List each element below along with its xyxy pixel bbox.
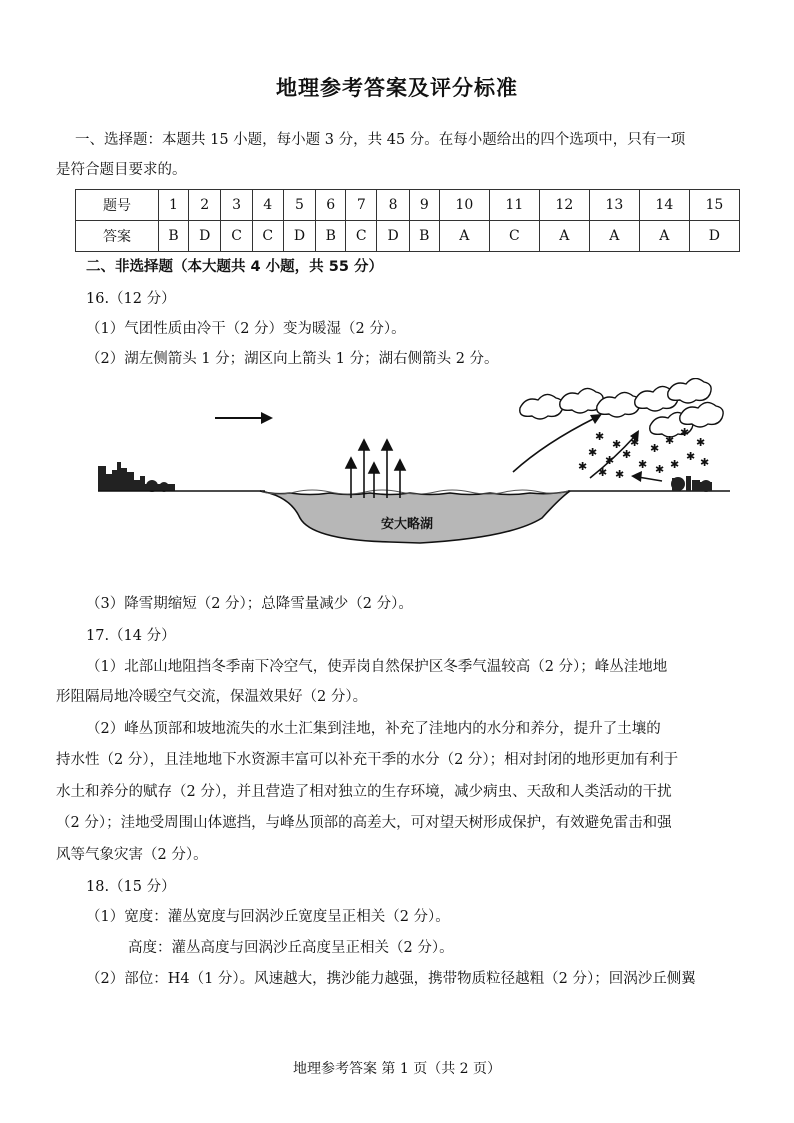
table-cell-answer: B (316, 221, 346, 252)
lake-effect-diagram (90, 378, 740, 568)
table-cell-answer: C (346, 221, 377, 252)
svg-text:✱: ✱ (638, 458, 648, 471)
table-cell-answer: D (189, 221, 221, 252)
svg-text:✱: ✱ (622, 448, 632, 461)
table-cell-number: 2 (189, 190, 221, 221)
section1-intro-line1: 一、选择题：本题共 15 小题，每小题 3 分，共 45 分。在每小题给出的四个选项中，只有一项 (75, 132, 686, 148)
svg-text:✱: ✱ (598, 466, 608, 479)
table-cell-answer: C (489, 221, 539, 252)
q18-line3: （2）部位：H4（1 分）。风速越大，携沙能力越强，携带物质粒径越粗（2 分）；回涡沙丘侧翼 (86, 971, 696, 987)
left-city-silhouette-icon (98, 462, 175, 492)
page-footer: 地理参考答案 第 1 页（共 2 页） (292, 1061, 502, 1077)
svg-text:✱: ✱ (680, 426, 690, 439)
table-cell-answer: A (539, 221, 589, 252)
table-cell-number: 12 (539, 190, 589, 221)
svg-text:✱: ✱ (595, 430, 605, 443)
q17-line1: （1）北部山地阻挡冬季南下冷空气，使弄岗自然保护区冬季气温较高（2 分）；峰丛洼地地 (86, 659, 668, 675)
wind-arrow-icon (215, 412, 273, 424)
clouds-icon (520, 378, 723, 437)
table-row-numbers (76, 190, 740, 221)
table-header-number: 题号 (76, 190, 159, 221)
section1-intro-line2: 是符合题目要求的。 (56, 162, 187, 178)
table-row-answers (76, 221, 740, 252)
table-cell-answer: C (252, 221, 283, 252)
table-cell-number: 8 (377, 190, 409, 221)
q16-part1: （1）气团性质由冷干（2 分）变为暖湿（2 分）。 (86, 321, 406, 337)
table-cell-number: 9 (409, 190, 439, 221)
svg-text:✱: ✱ (578, 460, 588, 473)
table-cell-answer: D (689, 221, 739, 252)
q18-header: 18.（15 分） (86, 879, 176, 895)
q17-line2: 形阻隔局地冷暖空气交流，保温效果好（2 分）。 (56, 689, 368, 705)
snowflakes-icon (578, 426, 709, 481)
svg-text:✱: ✱ (605, 454, 615, 467)
q17-line3: （2）峰丛顶部和坡地流失的水土汇集到洼地，补充了洼地内的水分和养分，提升了土壤的 (86, 721, 661, 737)
section2-heading: 二、非选择题（本大题共 4 小题，共 55 分） (86, 259, 383, 275)
q18-line2: 高度：灌丛高度与回涡沙丘高度呈正相关（2 分）。 (128, 940, 454, 956)
svg-text:✱: ✱ (670, 458, 680, 471)
table-cell-number: 3 (221, 190, 252, 221)
svg-text:✱: ✱ (696, 436, 706, 449)
svg-text:✱: ✱ (650, 442, 660, 455)
svg-text:✱: ✱ (655, 463, 665, 476)
table-cell-number: 6 (316, 190, 346, 221)
svg-text:✱: ✱ (700, 456, 710, 469)
svg-text:✱: ✱ (665, 434, 675, 447)
table-cell-answer: D (377, 221, 409, 252)
q18-line1: （1）宽度：灌丛宽度与回涡沙丘宽度呈正相关（2 分）。 (86, 909, 450, 925)
q17-line5: 水土和养分的赋存（2 分），并且营造了相对独立的生存环境，减少病虫、天敌和人类活动的干扰 (56, 784, 672, 800)
svg-text:✱: ✱ (612, 438, 622, 451)
answer-table (75, 189, 740, 252)
q17-header: 17.（14 分） (86, 628, 176, 644)
table-cell-number: 4 (252, 190, 283, 221)
q17-line6: （2 分）；洼地受周围山体遮挡，与峰丛顶部的高差大，可对望天树形成保护，有效避免雷击和强 (56, 815, 672, 831)
svg-text:✱: ✱ (615, 468, 625, 481)
table-cell-number: 1 (159, 190, 189, 221)
table-cell-answer: B (409, 221, 439, 252)
table-cell-answer: C (221, 221, 252, 252)
svg-text:✱: ✱ (630, 436, 640, 449)
table-cell-number: 5 (283, 190, 315, 221)
q16-part3: （3）降雪期缩短（2 分）；总降雪量减少（2 分）。 (86, 596, 413, 612)
q17-line4: 持水性（2 分），且洼地地下水资源丰富可以补充干季的水分（2 分）；相对封闭的地形更加有利于 (56, 752, 679, 768)
table-cell-number: 15 (689, 190, 739, 221)
table-cell-number: 11 (489, 190, 539, 221)
svg-text:✱: ✱ (588, 446, 598, 459)
table-header-answer: 答案 (76, 221, 159, 252)
q17-line7: 风等气象灾害（2 分）。 (56, 847, 208, 863)
upward-arrows-icon (346, 440, 405, 498)
table-cell-answer: A (589, 221, 639, 252)
lake-label: 安大略湖 (380, 517, 434, 532)
table-cell-answer: A (639, 221, 689, 252)
table-cell-answer: A (439, 221, 489, 252)
page-title: 地理参考答案及评分标准 (276, 76, 518, 100)
table-cell-answer: D (283, 221, 315, 252)
table-cell-number: 10 (439, 190, 489, 221)
q16-header: 16.（12 分） (86, 291, 176, 307)
q16-part2: （2）湖左侧箭头 1 分；湖区向上箭头 1 分；湖右侧箭头 2 分。 (86, 351, 499, 367)
table-cell-number: 13 (589, 190, 639, 221)
svg-text:✱: ✱ (686, 450, 696, 463)
right-city-silhouette-icon (671, 476, 712, 492)
table-cell-answer: B (159, 221, 189, 252)
table-cell-number: 14 (639, 190, 689, 221)
table-cell-number: 7 (346, 190, 377, 221)
